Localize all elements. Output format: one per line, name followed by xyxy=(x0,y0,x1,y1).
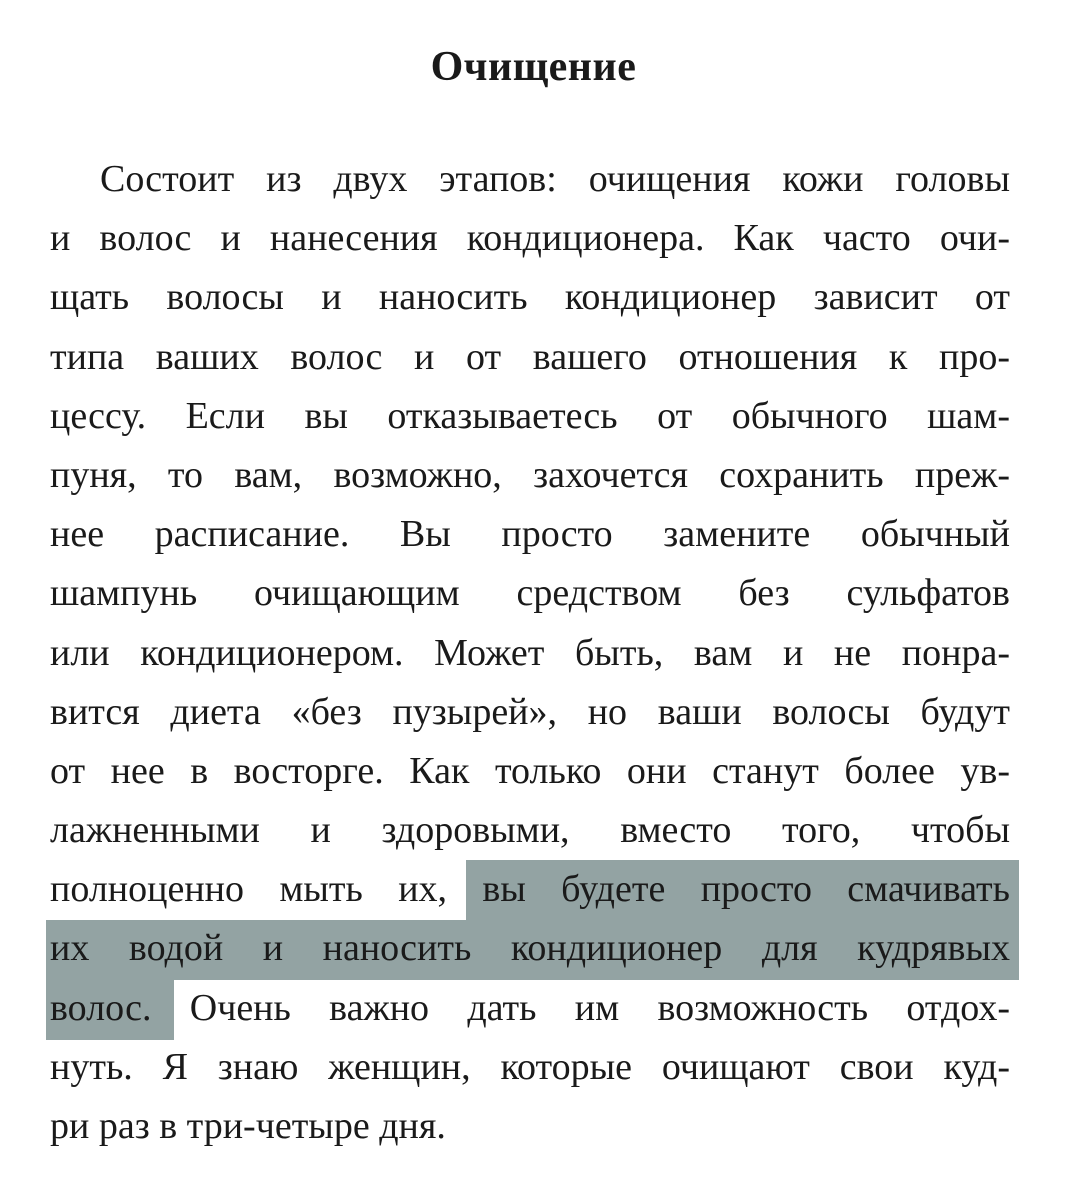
plain-text: Очень важно дать им возможность отдох- xyxy=(151,986,1010,1029)
text-line: цессу. Если вы отказываетесь от обычного шам- xyxy=(50,394,1010,437)
text-line: от нее в восторге. Как только они станут более ув- xyxy=(50,749,1010,792)
text-line-highlight-start xyxy=(50,860,1010,919)
text-line: или кондиционером. Может быть, вам и не понра- xyxy=(50,631,1010,674)
text-line-highlight xyxy=(50,919,1010,978)
paragraph xyxy=(50,150,1010,1156)
text-line: Состоит из двух этапов: очищения кожи головы xyxy=(100,158,1010,200)
text-line: нуть. Я знаю женщин, которые очищают свои куд- xyxy=(50,1045,1010,1088)
section-title: Очищение xyxy=(430,44,637,90)
text-line: вится диета «без пузырей», но ваши волосы будут xyxy=(50,690,1010,733)
text-line: пуня, то вам, возможно, захочется сохранить преж- xyxy=(50,453,1010,496)
highlighted-text[interactable]: их водой и наносить кондиционер для кудрявых xyxy=(50,927,1010,970)
text-line: ри раз в три-четыре дня. xyxy=(50,1105,446,1147)
text-line: шампунь очищающим средством без сульфатов xyxy=(50,572,1010,615)
text-line: типа ваших волос и от вашего отношения к про- xyxy=(50,335,1010,378)
highlighted-text[interactable]: вы будете просто смачивать xyxy=(482,868,1010,911)
text-line: щать волосы и наносить кондиционер зависит от xyxy=(50,276,1010,319)
plain-text: полноценно мыть их, xyxy=(50,868,483,911)
text-line: лажненными и здоровыми, вместо того, чтобы xyxy=(50,809,1010,852)
text-line-highlight-end xyxy=(50,979,1010,1038)
text-line: и волос и нанесения кондиционера. Как часто очи- xyxy=(50,217,1010,260)
text-line: нее расписание. Вы просто замените обычный xyxy=(50,513,1010,556)
highlighted-text[interactable]: волос. xyxy=(50,986,152,1029)
